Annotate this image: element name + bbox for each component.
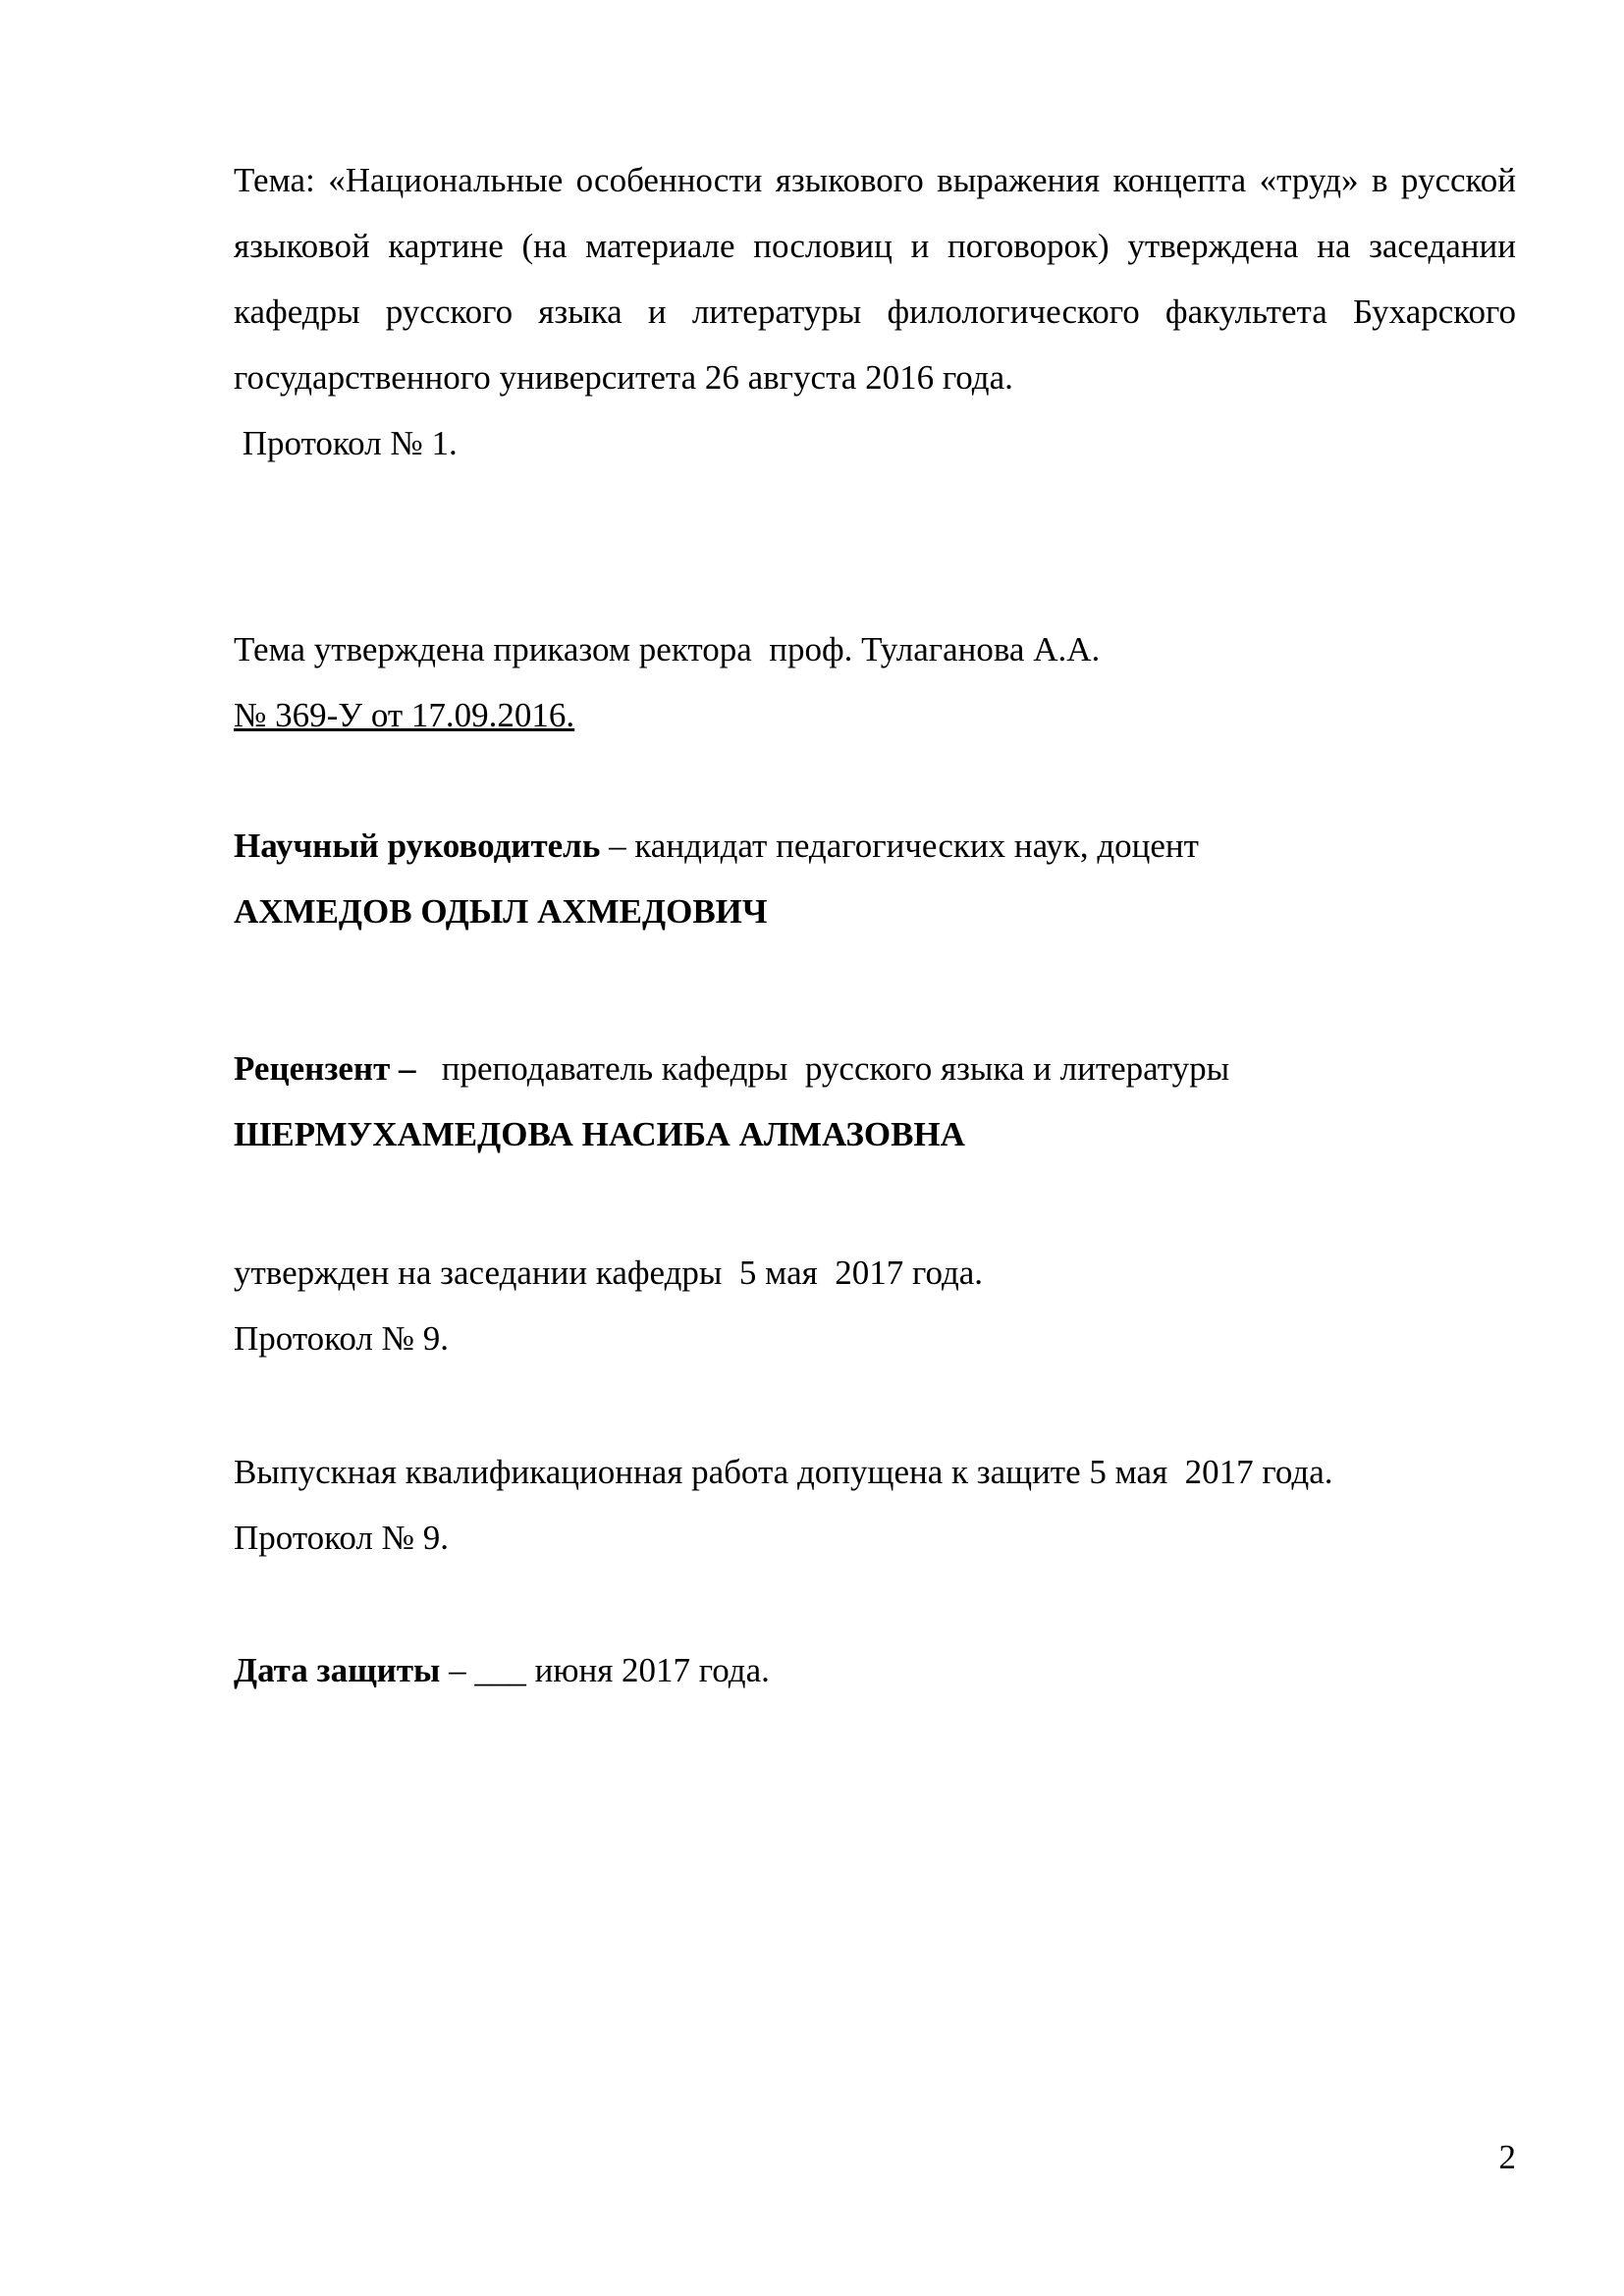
defense-label: Дата защиты (234, 1651, 441, 1689)
theme-block (234, 147, 1516, 476)
defense-block (234, 1637, 1516, 1703)
supervisor-block (234, 813, 1516, 944)
rector-order-line: Тема утверждена приказом ректора проф. Тулаганова А.А. (234, 630, 1101, 668)
admitted-line: Выпускная квалификационная работа допущена к защите 5 мая 2017 года. (234, 1453, 1333, 1491)
reviewer-line (234, 1036, 1516, 1101)
defense-line (234, 1637, 1516, 1703)
supervisor-label: Научный руководитель (234, 827, 601, 865)
approval-block (234, 1240, 1516, 1371)
supervisor-name: АХМЕДОВ ОДЫЛ АХМЕДОВИЧ (234, 892, 768, 931)
rector-order-block (234, 616, 1516, 748)
theme-paragraph: Тема: «Национальные особенности языкового выражения концепта «труд» в русской языковой картине (на материале пословиц и поговорок) утверждена на заседании кафедры русского языка и литературы филологического факультета Бухарского государственного университета 26 августа 2016 года. (234, 161, 1516, 397)
page-number: 2 (1498, 2138, 1516, 2176)
defense-rest: – ___ июня 2017 года. (440, 1651, 770, 1689)
reviewer-block (234, 1036, 1516, 1167)
protocol-9-a: Протокол № 9. (234, 1319, 450, 1358)
supervisor-role: – кандидат педагогических наук, доцент (600, 827, 1199, 865)
admission-block (234, 1439, 1516, 1571)
protocol-9-b: Протокол № 9. (234, 1519, 450, 1557)
reviewer-label: Рецензент – (234, 1049, 416, 1088)
protocol-1: Протокол № 1. (234, 424, 458, 462)
reviewer-role: преподаватель кафедры русского языка и литературы (415, 1049, 1230, 1088)
supervisor-line (234, 813, 1516, 879)
reviewer-name: ШЕРМУХАМЕДОВА НАСИБА АЛМАЗОВНА (234, 1115, 965, 1153)
order-number: № 369-У от 17.09.2016. (234, 696, 575, 734)
approved-line: утвержден на заседании кафедры 5 мая 2017 года. (234, 1254, 984, 1292)
